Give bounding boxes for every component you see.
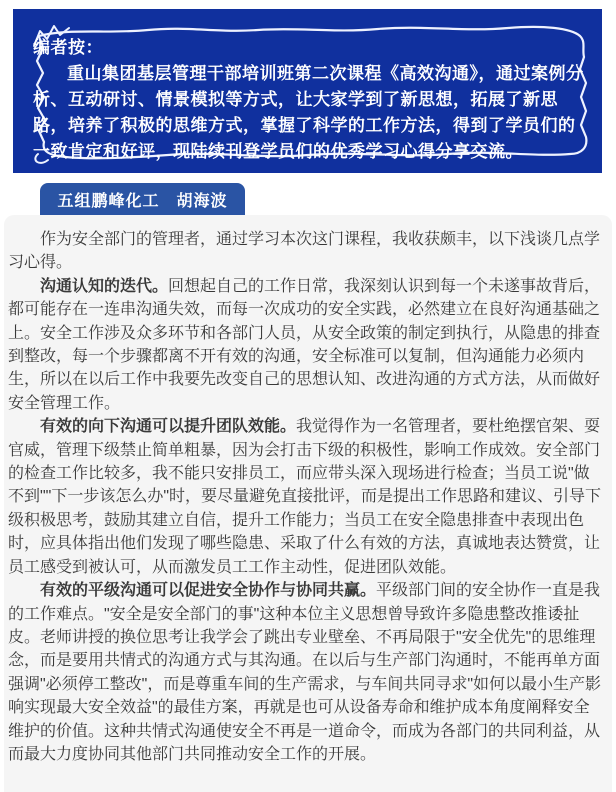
article-paragraph: [8, 415, 602, 579]
paragraph-lead: 沟通认知的迭代。: [40, 277, 169, 295]
paragraph-text: 平级部门间的安全协作一直是我的工作难点。"安全是安全部门的事"这种本位主义思想曾导致许多隐患整改推诿扯皮。老师讲授的换位思考让我学会了跳出专业壁垒、不再局限于"安全优先"的思维理念，而是要用共情式的沟通方式与其沟通。在以后与生产部门沟通时，不能再单方面强调"必须停工整改"，而是尊重车间的生产需求，与车间共同寻求"如何以最小生产影响实现最大安全效益"的最佳方案，再就是也可从设备寿命和维护成本角度阐释安全维护的价值。这种共情式沟通使安全不再是一道命令，而成为各部门的共同利益，从而最大力度协同其他部门共同推动安全工作的开展。: [8, 582, 602, 763]
paragraph-lead: 有效的向下沟通可以提升团队效能。: [40, 418, 297, 436]
paragraph-lead: 有效的平级沟通可以促进安全协作与协同共赢。: [40, 582, 377, 600]
editor-note-content: [13, 9, 602, 165]
article-paragraph: [8, 228, 602, 275]
editor-note-text: 重山集团基层管理干部培训班第二次课程《高效沟通》，通过案例分析、互动研讨、情景模拟等方式，让大家学到了新思想，拓展了新思路，培养了积极的思维方式，掌握了科学的工作方法，得到了学员们的一致肯定和好评，现陆续刊登学员们的优秀学习心得分享交流。: [33, 64, 584, 161]
article-paragraph: [8, 275, 602, 415]
author-badge: [40, 183, 245, 215]
editor-note-box: [13, 9, 602, 173]
editor-note-label: 编者按：: [33, 38, 103, 57]
author-badge-label: 五组鹏峰化工 胡海波: [57, 192, 228, 210]
article-paragraph: [8, 579, 602, 766]
paragraph-text: 我觉得作为一名管理者，要杜绝摆官架、耍官威，管理下级禁止简单粗暴，因为会打击下级的积极性，影响工作成效。安全部门的检查工作比较多，我不能只安排员工，而应带头深入现场进行检查；当员工说"做不到""下一步该怎么办"时，要尽量避免直接批评，而是提出工作思路和建议、引导下级积极思考，鼓励其建立自信，提升工作能力；当员工在安全隐患排查中表现出色时，应具体指出他们发现了哪些隐患、采取了什么有效的方法，真诚地表达赞赏，让员工感受到被认可，从而激发员工工作主动性，促进团队效能。: [8, 418, 602, 576]
article-panel: [4, 215, 612, 792]
paragraph-text: 回想起自己的工作日常，我深刻认识到每一个未遂事故背后，都可能存在一连串沟通失效，而每一次成功的安全实践，必然建立在良好沟通基础之上。安全工作涉及众多环节和各部门人员，从安全政策的制定到执行，从隐患的排查到整改，每一个步骤都离不开有效的沟通，安全标准可以复制，但沟通能力必须内生，所以在以后工作中我要先改变自己的思想认知、改进沟通的方式方法，从而做好安全管理工作。: [8, 277, 601, 412]
paragraph-text: 作为安全部门的管理者，通过学习本次这门课程，我收获颇丰，以下浅谈几点学习心得。: [8, 231, 601, 272]
